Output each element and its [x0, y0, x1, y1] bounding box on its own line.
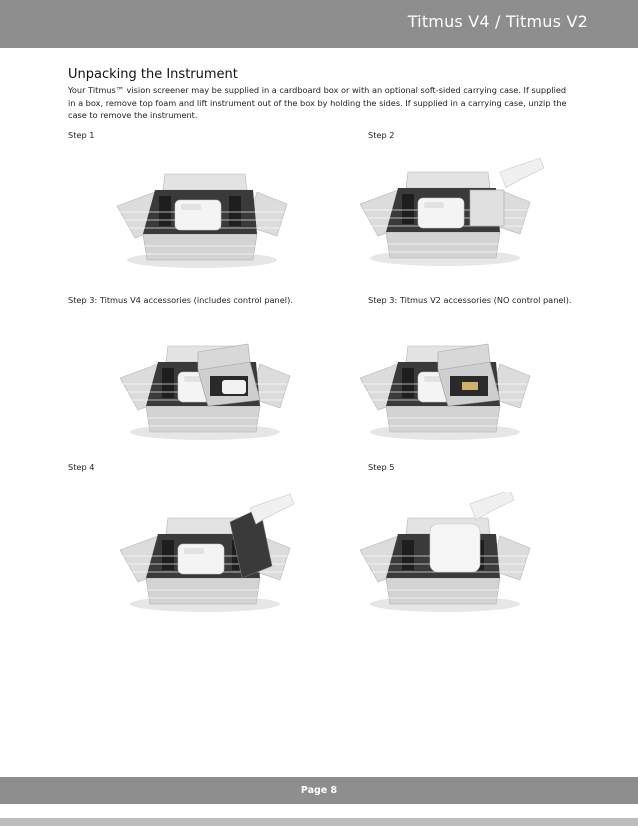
step-3-v4-label: Step 3: Titmus V4 accessories (includes control panel).: [68, 295, 293, 305]
step-3-v2-photo: [350, 330, 540, 442]
document-title: Titmus V4 / Titmus V2: [407, 12, 588, 31]
step-1-photo: [107, 168, 297, 270]
step-4-photo: [110, 492, 300, 614]
step-3-v2-label: Step 3: Titmus V2 accessories (NO control panel).: [368, 295, 572, 305]
header-bar: [0, 0, 638, 48]
section-title: Unpacking the Instrument: [68, 67, 238, 82]
intro-paragraph: Your Titmus™ vision screener may be supplied in a cardboard box or with an optional soft-sided carrying case. If supplied in a box, remove top foam and lift instrument out of the box by holding the sides. If supplied in a carrying case, unzip the case to remove the instrument.: [68, 85, 567, 121]
step-4-label: Step 4: [68, 462, 95, 472]
bottom-strip: [0, 818, 638, 826]
page-number: Page 8: [300, 785, 338, 796]
step-1-label: Step 1: [68, 130, 95, 140]
step-5-photo: [350, 492, 540, 614]
step-2-photo: [350, 156, 550, 268]
footer-bar: [0, 777, 638, 804]
step-5-label: Step 5: [368, 462, 395, 472]
step-2-label: Step 2: [368, 130, 395, 140]
step-3-v4-photo: [110, 330, 300, 442]
